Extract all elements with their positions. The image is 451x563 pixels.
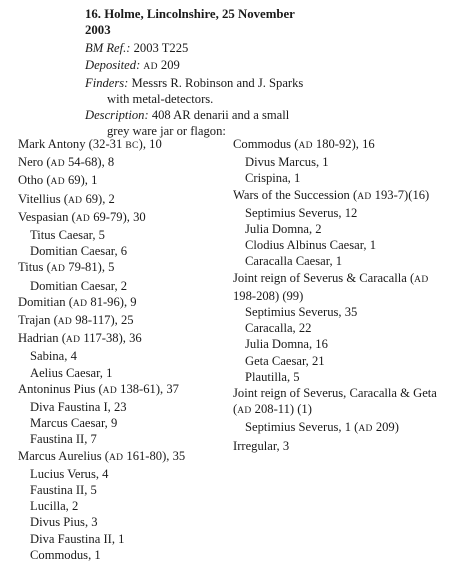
era-marker: AD [50, 159, 65, 170]
era-marker: AD [57, 317, 73, 328]
entry-text: ( [233, 402, 238, 417]
entry-text: 69), 2 [82, 191, 115, 206]
era-marker: AD [102, 385, 117, 396]
entry-text: 193-7)(16) [371, 187, 430, 202]
coin-entry [233, 438, 448, 454]
entry-text: Septimius Severus, 35 [245, 305, 358, 320]
coin-sub-entry [18, 415, 218, 431]
coin-sub-entry [233, 369, 448, 385]
entry-text: Antoninus Pius ( [18, 381, 103, 396]
coin-sub-entry [18, 466, 218, 482]
coin-entry [18, 259, 218, 277]
entry-text: Faustina II, 5 [30, 483, 97, 498]
entry-text: Sabina, 4 [30, 349, 77, 364]
entry-text: Geta Caesar, 21 [245, 353, 325, 368]
entry-text: 69-79), 30 [90, 209, 146, 224]
era-marker: AD [65, 335, 81, 346]
deposited-label: Deposited: [85, 57, 141, 72]
coin-sub-entry [18, 278, 218, 294]
era-marker: AD [357, 191, 372, 202]
entry-text: Aelius Caesar, 1 [30, 365, 113, 380]
entry-text: Nero ( [18, 155, 51, 170]
entry-text: 81-96), 9 [87, 294, 137, 309]
entry-text: Joint reign of Severus, Caracalla & Geta [233, 386, 437, 401]
coin-entry [233, 187, 448, 205]
bm-ref-row [85, 40, 445, 56]
coin-sub-entry [233, 336, 448, 352]
entry-text: Crispina, 1 [245, 171, 301, 186]
entry-text: Commodus ( [233, 137, 299, 151]
coin-sub-entry [233, 170, 448, 186]
era-marker: AD [298, 141, 313, 151]
deposited-value: 209 [157, 57, 180, 72]
entry-text: Lucilla, 2 [30, 499, 79, 514]
coin-sub-entry [18, 227, 218, 243]
entry-title-line-1: 16. Holme, Lincolnshire, 25 November [85, 7, 295, 21]
coin-sub-entry [233, 304, 448, 320]
entry-text: 208-11) (1) [251, 402, 312, 417]
finders-label: Finders: [85, 75, 129, 90]
coin-sub-entry [18, 498, 218, 514]
entry-text: Faustina II, 7 [30, 432, 97, 447]
entry-text: Wars of the Succession ( [233, 187, 358, 202]
coin-sub-entry [18, 547, 218, 563]
entry-text: 79-81), 5 [65, 260, 115, 275]
era-marker: AD [108, 452, 124, 463]
era-marker: AD [50, 177, 65, 188]
entry-text: 161-80), 35 [123, 448, 186, 463]
entry-text: 54-68), 8 [64, 155, 115, 170]
coin-sub-entry [233, 221, 448, 237]
coin-entry [18, 381, 218, 399]
entry-text: Septimius Severus, 12 [245, 205, 358, 220]
entry-text: Diva Faustina I, 23 [30, 400, 127, 415]
entry-text: Joint reign of Severus & Caracalla ( [233, 270, 415, 285]
entry-text: Hadrian ( [18, 331, 66, 346]
coin-sub-entry [233, 237, 448, 253]
coin-entry [18, 209, 218, 227]
finders-row [85, 75, 445, 91]
entry-text: 198-208) (99) [233, 288, 304, 303]
entry-text: Diva Faustina II, 1 [30, 531, 125, 546]
entry-title [85, 6, 445, 38]
entry-text: Divus Marcus, 1 [245, 155, 329, 170]
entry-text: Clodius Albinus Caesar, 1 [245, 238, 377, 253]
entry-metadata [85, 40, 445, 139]
era-marker: AD [50, 264, 66, 275]
bm-ref-value: 2003 T225 [130, 41, 189, 56]
coin-entry [18, 136, 218, 154]
entry-text: 138-61), 37 [117, 381, 179, 396]
entry-text: Titus ( [18, 260, 51, 275]
deposited-era: AD [143, 61, 158, 72]
coin-sub-entry [18, 365, 218, 381]
era-marker: AD [75, 213, 91, 224]
entry-text: Domitian Caesar, 6 [30, 244, 128, 259]
entry-text: Irregular, 3 [233, 438, 290, 453]
entry-text: Trajan ( [18, 313, 58, 328]
deposited-row [85, 57, 445, 75]
entry-text: Mark Antony (32-31 [18, 137, 126, 151]
coin-sub-entry [233, 320, 448, 336]
finders-continuation: with metal-detectors. [107, 92, 214, 107]
hoard-list-right-column [233, 136, 448, 454]
entry-text: Commodus, 1 [30, 547, 101, 562]
coin-entry [18, 154, 218, 172]
era-marker: BC [125, 141, 139, 151]
entry-text: Septimius Severus, 1 ( [245, 420, 359, 435]
coin-sub-entry [18, 431, 218, 447]
bm-ref-label: BM Ref.: [85, 41, 131, 56]
finders-value: Messrs R. Robinson and J. Sparks [128, 75, 304, 90]
entry-text: Otho ( [18, 173, 51, 188]
coin-entry [233, 401, 448, 419]
coin-sub-entry [18, 482, 218, 498]
coin-sub-entry [233, 419, 448, 437]
coin-sub-entry [233, 154, 448, 170]
description-value: 408 AR denarii and a small [148, 108, 290, 123]
entry-text: Caracalla Caesar, 1 [245, 254, 343, 269]
entry-text: Julia Domna, 16 [245, 337, 328, 352]
entry-text: 98-117), 25 [72, 313, 134, 328]
entry-text: 209) [372, 420, 399, 435]
era-marker: AD [358, 424, 373, 435]
coin-sub-entry [18, 399, 218, 415]
catalogue-entry-header [85, 6, 445, 140]
entry-text: Vespasian ( [18, 209, 76, 224]
era-marker: AD [237, 406, 252, 417]
coin-sub-entry [233, 205, 448, 221]
hoard-list-left-column [18, 136, 218, 563]
coin-entry [233, 270, 448, 288]
entry-text: 117-38), 36 [80, 331, 142, 346]
coin-entry [18, 294, 218, 312]
coin-entry [233, 385, 448, 401]
entry-text: Marcus Caesar, 9 [30, 416, 118, 431]
coin-sub-entry [18, 531, 218, 547]
description-continuation: grey ware jar or flagon: [107, 124, 226, 139]
coin-sub-entry [18, 348, 218, 364]
entry-text: 180-92), 16 [312, 137, 375, 151]
coin-entry [18, 330, 218, 348]
coin-entry [233, 136, 448, 154]
entry-text: 69), 1 [64, 173, 98, 188]
entry-text: Domitian Caesar, 2 [30, 278, 128, 293]
coin-sub-entry [18, 243, 218, 259]
entry-text: ), 10 [138, 137, 162, 151]
entry-title-line-2: 2003 [85, 23, 111, 38]
entry-text: Plautilla, 5 [245, 369, 300, 384]
coin-sub-entry [233, 253, 448, 269]
description-row [85, 107, 445, 123]
entry-text: Domitian ( [18, 294, 73, 309]
entry-text: Vitellius ( [18, 191, 68, 206]
coin-entry [18, 312, 218, 330]
era-marker: AD [67, 195, 83, 206]
entry-text: Caracalla, 22 [245, 321, 312, 336]
description-label: Description: [85, 108, 149, 123]
entry-text: Lucius Verus, 4 [30, 466, 109, 481]
coin-entry [18, 191, 218, 209]
coin-entry [18, 172, 218, 190]
entry-text: Marcus Aurelius ( [18, 448, 109, 463]
era-marker: AD [72, 298, 88, 309]
era-marker: AD [414, 274, 429, 285]
entry-text: Julia Domna, 2 [245, 222, 322, 237]
coin-entry [18, 448, 218, 466]
coin-entry [233, 288, 448, 304]
entry-text: Divus Pius, 3 [30, 515, 98, 530]
coin-sub-entry [233, 353, 448, 369]
entry-text: Titus Caesar, 5 [30, 228, 105, 243]
